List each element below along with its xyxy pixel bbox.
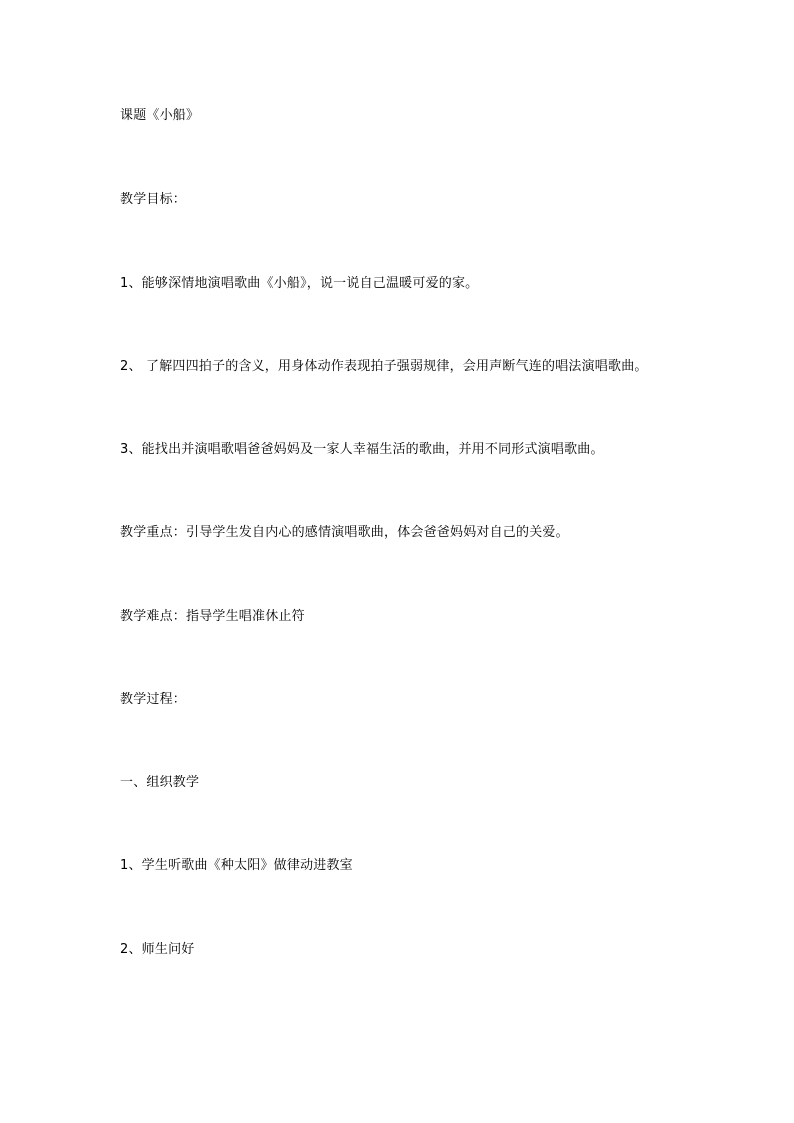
key-point: 教学重点：引导学生发自内心的感情演唱歌曲，体会爸爸妈妈对自己的关爱。 (120, 525, 569, 540)
process-step-1: 1、学生听歌曲《种太阳》做律动进教室 (120, 858, 353, 873)
objective-item-3: 3、能找出并演唱歌唱爸爸妈妈及一家人幸福生活的歌曲，并用不同形式演唱歌曲。 (120, 442, 604, 457)
objective-item-2: 2、 了解四四拍子的含义，用身体动作表现拍子强弱规律，会用声断气连的唱法演唱歌曲。 (120, 359, 648, 374)
process-step-2: 2、师生问好 (120, 942, 195, 957)
process-heading: 教学过程： (120, 692, 187, 707)
objectives-heading: 教学目标： (120, 192, 187, 207)
difficulty-point: 教学难点：指导学生唱准休止符 (120, 609, 305, 624)
lesson-title: 课题《小船》 (120, 108, 200, 123)
objective-item-1: 1、能够深情地演唱歌曲《小船》，说一说自己温暖可爱的家。 (120, 276, 479, 291)
section-heading-1: 一、组织教学 (120, 775, 200, 790)
